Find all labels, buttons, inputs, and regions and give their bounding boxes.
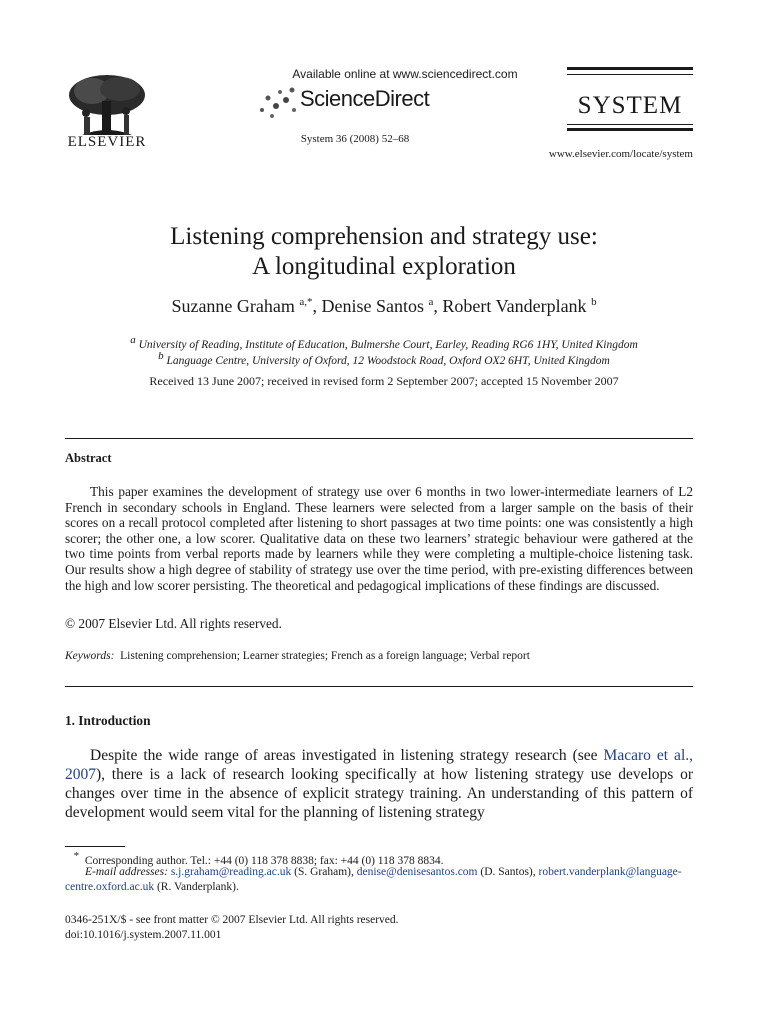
author-name: Robert Vanderplank bbox=[442, 296, 587, 316]
journal-citation: System 36 (2008) 52–68 bbox=[300, 133, 410, 145]
journal-name: SYSTEM bbox=[577, 92, 683, 119]
keywords-list: Listening comprehension; Learner strategies; French as a foreign language; Verbal report bbox=[120, 650, 530, 662]
affiliation-a bbox=[64, 334, 704, 351]
footnote-mark: * bbox=[73, 850, 80, 862]
author-affiliation-mark[interactable]: a,* bbox=[299, 296, 313, 308]
affiliation-b bbox=[64, 350, 704, 367]
abstract-heading: Abstract bbox=[65, 451, 112, 465]
email-owner: (S. Graham), bbox=[291, 866, 357, 878]
keywords bbox=[65, 650, 693, 662]
introduction-paragraph bbox=[65, 746, 693, 822]
author-name: Denise Santos bbox=[321, 296, 425, 316]
abstract-text: This paper examines the development of strategy use over 6 months in two lower-intermediate learners of L2 French in secondary schools in England. These learners were selected from a larger sample on the basis of their scores on a recall protocol completed after listening to short passages at two time points: one was consistently a high scorer; the other one, a low scorer. Qualitative data on these two learners’ strategic behaviour were gathered at the two time points from verbal reports made by learners while they were completing a multiple-choice listening task. Our results show a high degree of stability of strategy use over the time period, with pre-existing differences between the high and low scorer persisting. The theoretical and pedagogical implications of these findings are discussed. bbox=[65, 484, 693, 593]
reference-link-macaro[interactable]: Macaro et al., 2007 bbox=[65, 747, 693, 783]
footnote-corresponding-text: Corresponding author. Tel.: +44 (0) 118 378 8838; fax: +44 (0) 118 378 8834. bbox=[84, 854, 444, 867]
journal-rule-top-thin bbox=[567, 74, 693, 75]
body-divider bbox=[65, 686, 693, 687]
email-link-graham[interactable]: s.j.graham@reading.ac.uk bbox=[170, 866, 292, 878]
footnote-divider bbox=[65, 846, 125, 847]
affiliation-mark: b bbox=[158, 350, 164, 362]
journal-rule-bottom-thin bbox=[567, 124, 693, 125]
email-label: E-mail addresses: bbox=[85, 866, 168, 878]
publisher-name: ELSEVIER bbox=[67, 134, 147, 150]
sciencedirect-wordmark: ScienceDirect bbox=[300, 86, 430, 111]
author-list: Suzanne Graham $^{a,*}$, Denise Santos $^a$, Robert Vanderplank $^b$ bbox=[171, 296, 597, 316]
abstract-copyright: © 2007 Elsevier Ltd. All rights reserved. bbox=[65, 616, 282, 631]
affiliation-text: University of Reading, Institute of Education, Bulmershe Court, Earley, Reading RG6 1HY, United Kingdom bbox=[138, 338, 638, 351]
doi-line[interactable]: doi:10.1016/j.system.2007.11.001 bbox=[65, 929, 222, 941]
issn-line: 0346-251X/$ - see front matter © 2007 Elsevier Ltd. All rights reserved. bbox=[65, 914, 399, 926]
author-name: Suzanne Graham bbox=[171, 296, 295, 316]
keywords-label: Keywords: bbox=[65, 650, 115, 662]
section-heading-introduction: 1. Introduction bbox=[65, 713, 151, 728]
email-link-vanderplank[interactable]: robert.vanderplank@language-centre.oxford.ac.uk bbox=[65, 866, 682, 893]
title-line-1: Listening comprehension and strategy use: bbox=[170, 223, 598, 250]
author-affiliation-mark[interactable]: b bbox=[591, 296, 597, 308]
available-online-text[interactable]: Available online at www.sciencedirect.com bbox=[292, 67, 518, 81]
affiliation-mark: a bbox=[130, 334, 136, 346]
email-owner: (R. Vanderplank). bbox=[154, 881, 239, 893]
article-title bbox=[64, 222, 704, 282]
footnote-emails bbox=[65, 865, 693, 895]
abstract-divider bbox=[65, 438, 693, 439]
journal-url[interactable]: www.elsevier.com/locate/system bbox=[548, 148, 693, 160]
affiliation-text: Language Centre, University of Oxford, 12 Woodstock Road, Oxford OX2 6HT, United Kingdom bbox=[166, 354, 610, 367]
author-affiliation-mark[interactable]: a bbox=[428, 296, 434, 308]
article-history-dates: Received 13 June 2007; received in revised form 2 September 2007; accepted 15 November 2007 bbox=[149, 374, 619, 388]
intro-text-before-link: Despite the wide range of areas investigated in listening strategy research (see bbox=[90, 747, 604, 764]
email-link-santos[interactable]: denise@denisesantos.com bbox=[356, 866, 478, 878]
title-line-2: A longitudinal exploration bbox=[252, 253, 516, 280]
intro-text-after-link: ), there is a lack of research looking specifically at how listening strategy use develops or changes over time in the absence of explicit strategy training. An understanding of this pattern of development would seem vital for the planning of listening strategy bbox=[65, 766, 693, 821]
email-owner: (D. Santos), bbox=[477, 866, 539, 878]
journal-rule-top bbox=[567, 67, 693, 70]
journal-rule-bottom bbox=[567, 128, 693, 131]
